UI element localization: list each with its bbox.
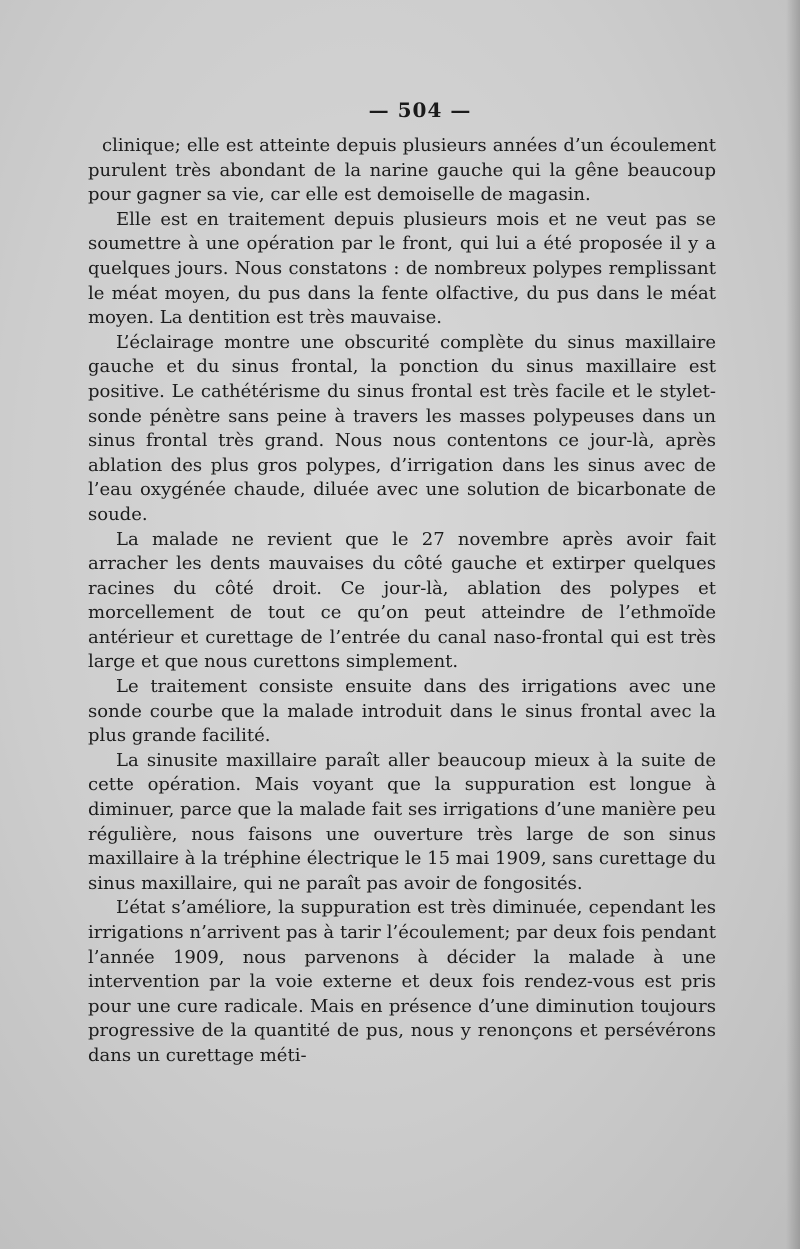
paragraph-4: La malade ne revient que le 27 novembre après avoir fait arracher les dents mauvaises du côté gauche et extirper quelques racines du côté droit. Ce jour-là, ablation des polypes et morcellement de tout ce qu’on peut atteindre de l’ethmoïde antérieur et curettage de l’entrée du canal naso-frontal qui est très large et que nous curettons simplement. xyxy=(88,528,716,673)
paragraph-7: L’état s’améliore, la suppuration est très diminuée, cependant les irrigations n’arrivent pas à tarir l’écoulement; par deux fois pendant l’année 1909, nous parvenons à décider la malade à une intervention par la voie externe et deux fois rendez-vous est pris pour une cure radicale. Mais en présence d’une diminution toujours progressive de la quantité de pus, nous y renonçons et persévérons dans un curettage méti- xyxy=(88,897,716,1066)
paragraph-5: Le traitement consiste ensuite dans des irrigations avec une sonde courbe que la malade introduit dans le sinus frontal avec la plus grande facilité. xyxy=(88,676,716,747)
paragraph-2: Elle est en traitement depuis plusieurs mois et ne veut pas se soumettre à une opération par le front, qui lui a été proposée il y a quelques jours. Nous constatons : de nombreux polypes remplissant le méat moyen, du pus dans la fente olfactive, du pus dans le méat moyen. La dentition est très mauvaise. xyxy=(88,208,716,329)
body-text xyxy=(88,134,716,1069)
paragraph-3: L’éclairage montre une obscurité complète du sinus maxillaire gauche et du sinus frontal, la ponction du sinus maxillaire est positive. Le cathétérisme du sinus frontal est très facile et le stylet-sonde pénètre sans peine à travers les masses polypeuses dans un sinus frontal très grand. Nous nous contentons ce jour-là, après ablation des plus gros polypes, d’irrigation dans les sinus avec de l’eau oxygénée chaude, diluée avec une solution de bicarbonate de soude. xyxy=(88,331,716,525)
paragraph-6: La sinusite maxillaire paraît aller beaucoup mieux à la suite de cette opération. Mais voyant que la suppuration est longue à diminuer, parce que la malade fait ses irrigations d’une manière peu régulière, nous faisons une ouverture très large de son sinus maxillaire à la tréphine électrique le 15 mai 1909, sans curettage du sinus maxillaire, qui ne paraît pas avoir de fongosités. xyxy=(88,749,716,894)
paragraph-1: clinique; elle est atteinte depuis plusieurs années d’un écoulement purulent très abondant de la narine gauche qui la gêne beaucoup pour gagner sa vie, car elle est demoiselle de magasin. xyxy=(88,135,716,206)
page-number: — 504 — xyxy=(368,98,472,122)
